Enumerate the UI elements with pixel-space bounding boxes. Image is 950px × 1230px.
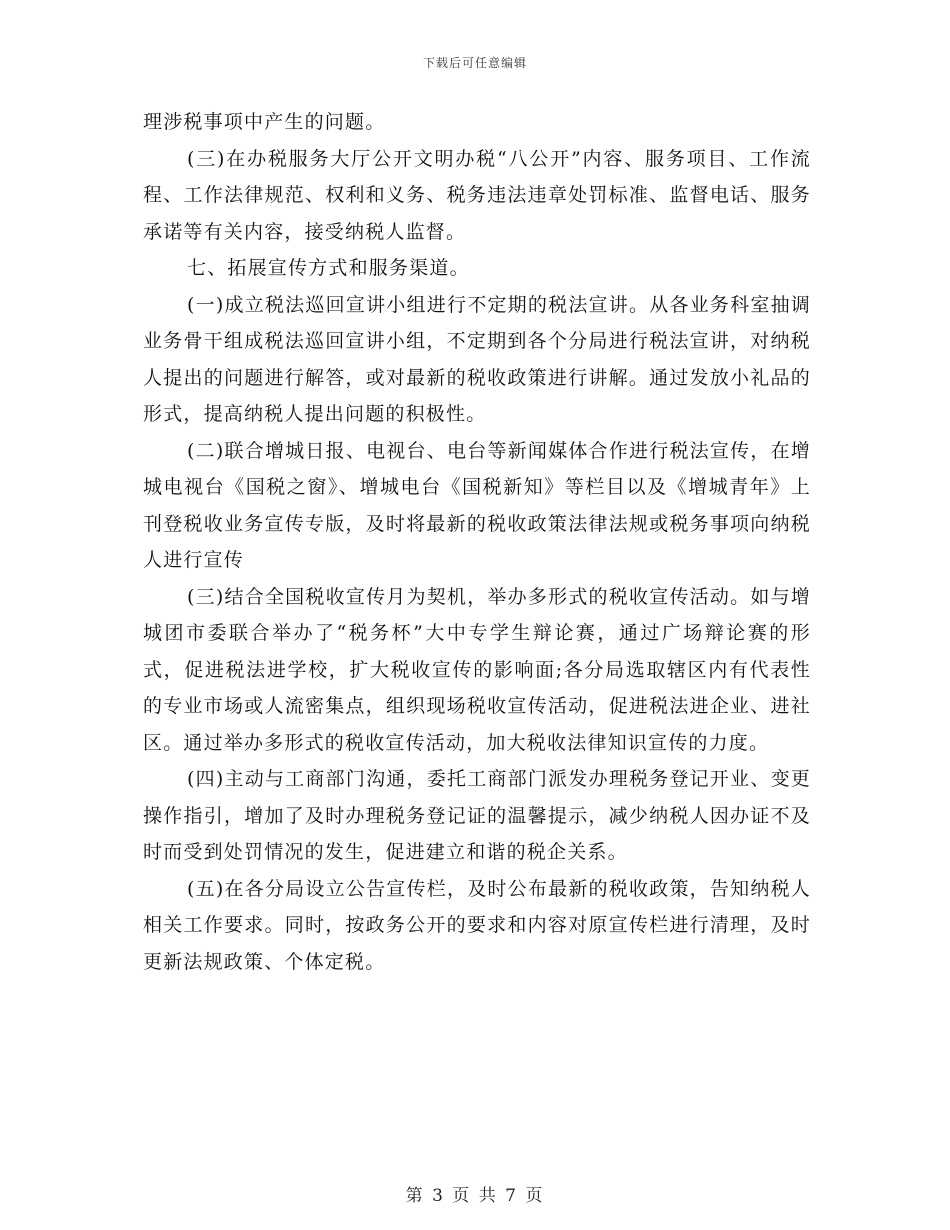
paragraph-7: (四)主动与工商部门沟通，委托工商部门派发办理税务登记开业、变更操作指引，增加了及时办理税务登记证的温馨提示，减少纳税人因办证不及时而受到处罚情况的发生，促进建立和谐的税企关系。 bbox=[143, 768, 811, 863]
page-header: 下载后可任意编辑 bbox=[422, 56, 527, 70]
paragraph-2: (三)在办税服务大厅公开文明办税“八公开”内容、服务项目、工作流程、工作法律规范、权利和义务、税务违法违章处罚标准、监督电话、服务承诺等有关内容，接受纳税人监督。 bbox=[143, 147, 811, 243]
paragraph-5: (二)联合增城日报、电视台、电台等新闻媒体合作进行税法宣传，在增城电视台《国税之窗》、增城电台《国税新知》等栏目以及《增城青年》上刊登税收业务宣传专版，及时将最新的税收政策法律法规或税务事项向纳税人进行宣传 bbox=[143, 439, 811, 571]
paragraph-6: (三)结合全国税收宣传月为契机，举办多形式的税收宣传活动。如与增城团市委联合举办了“税务杯”大中专学生辩论赛，通过广场辩论赛的形式，促进税法进学校，扩大税收宣传的影响面;各分局选取辖区内有代表性的专业市场或人流密集点，组织现场税收宣传活动，促进税法进企业、进社区。通过举办多形式的税收宣传活动，加大税收法律知识宣传的力度。 bbox=[143, 585, 811, 754]
page-number: 第 3 页 共 7 页 bbox=[405, 1186, 545, 1206]
paragraph-3: 七、拓展宣传方式和服务渠道。 bbox=[187, 257, 470, 279]
paragraph-1: 理涉税事项中产生的问题。 bbox=[143, 111, 386, 133]
document-body bbox=[143, 104, 811, 980]
paragraph-8: (五)在各分局设立公告宣传栏，及时公布最新的税收政策，告知纳税人相关工作要求。同时，按政务公开的要求和内容对原宣传栏进行清理，及时更新法规政策、个体定税。 bbox=[143, 877, 811, 973]
paragraph-4: (一)成立税法巡回宣讲小组进行不定期的税法宣讲。从各业务科室抽调业务骨干组成税法巡回宣讲小组，不定期到各个分局进行税法宣讲，对纳税人提出的问题进行解答，或对最新的税收政策进行讲解。通过发放小礼品的形式，提高纳税人提出问题的积极性。 bbox=[143, 293, 811, 425]
